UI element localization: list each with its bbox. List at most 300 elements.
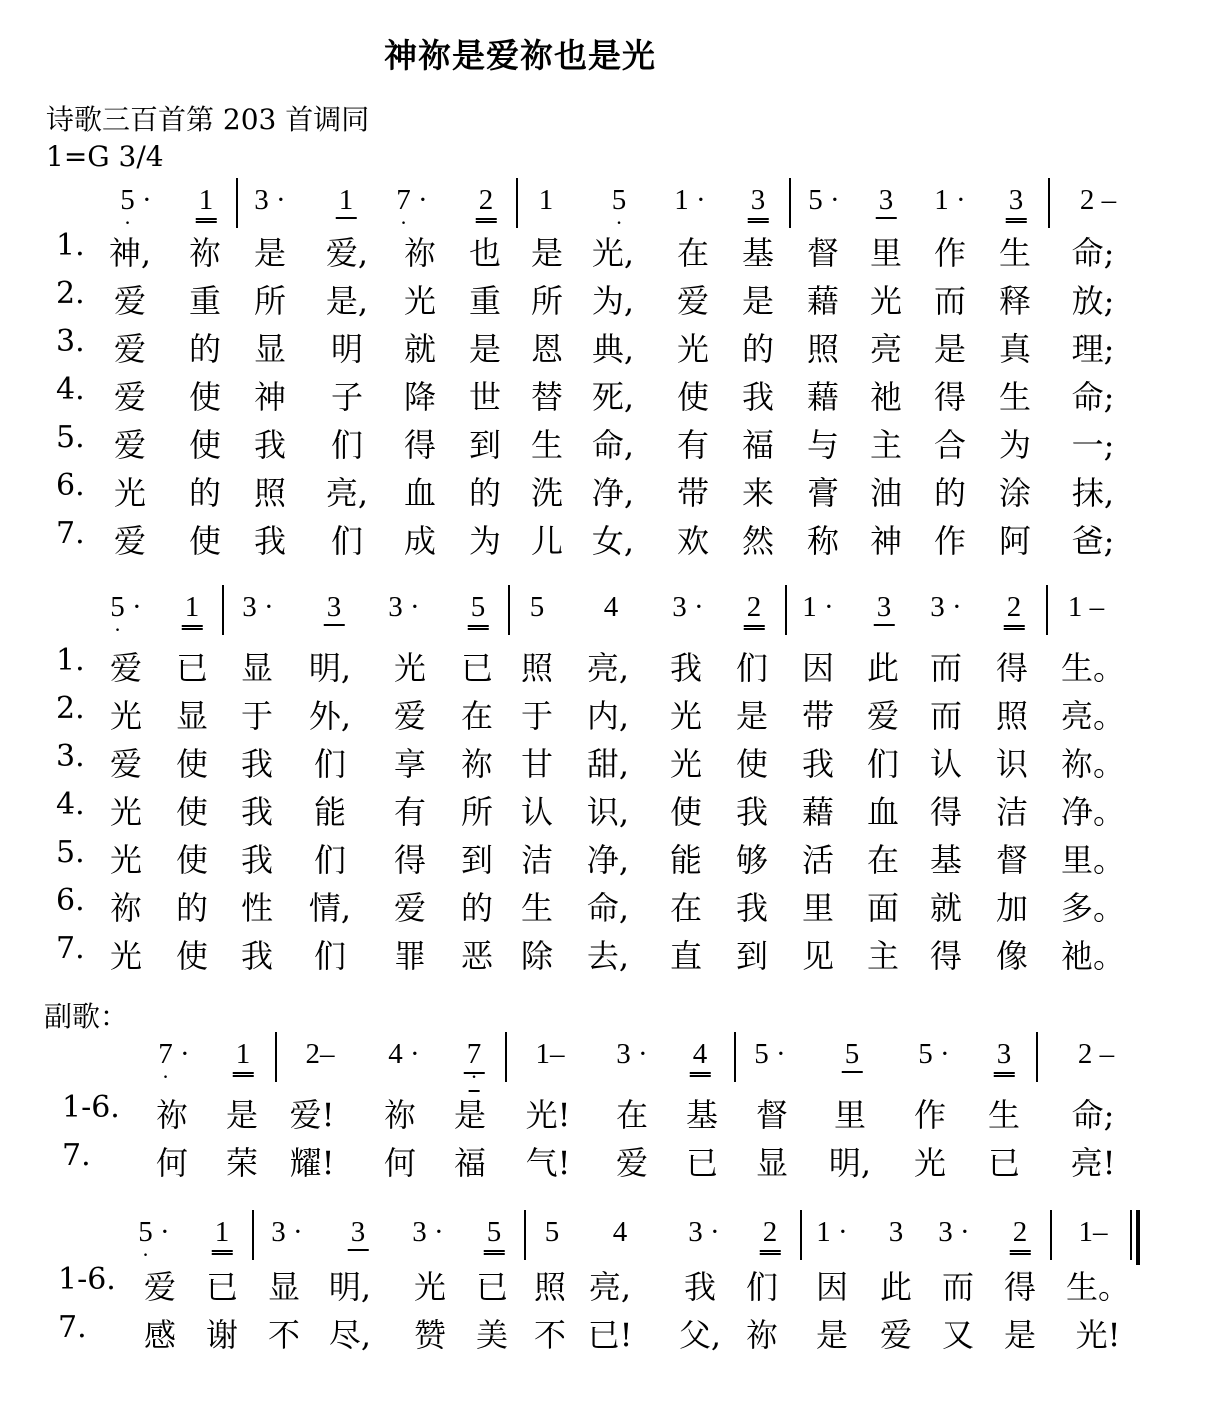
note [674, 184, 705, 217]
note-digit: 4 [612, 1216, 628, 1248]
lyric-syllable: 藉 [806, 282, 840, 320]
lyric-syllable: 光 [109, 937, 143, 975]
lyric-syllable: 净, [591, 474, 635, 512]
lyric-syllable: 女, [591, 522, 635, 560]
lyric-syllable: 此 [866, 649, 900, 687]
lyric-syllable: 光 [403, 282, 437, 320]
lyric-syllable: 合 [933, 426, 967, 464]
note-digit: 2 – [1079, 184, 1117, 216]
verse-number: 1-6. [58, 1262, 116, 1297]
note-digit: 1– [1078, 1216, 1108, 1248]
lyric-syllable: 父, [678, 1316, 722, 1354]
lyric-syllable: 光 [413, 1268, 447, 1306]
verse-number: 2. [56, 691, 85, 726]
lyric-line [0, 643, 1208, 691]
lyric-syllable: 祂。 [1060, 937, 1126, 975]
lyric-syllable: 抹, [1071, 474, 1115, 512]
lyric-line [0, 1310, 1208, 1358]
lyric-syllable: 明, [328, 1268, 372, 1306]
lyric-syllable: 儿 [530, 522, 564, 560]
lyric-syllable: 得 [933, 378, 967, 416]
lyric-syllable: 典, [591, 330, 635, 368]
note-digit: 5 [808, 184, 823, 216]
lyric-syllable: 福 [741, 426, 775, 464]
lyric-syllable: 祢 [745, 1316, 779, 1354]
bar-line [800, 1210, 802, 1260]
note [412, 1216, 443, 1249]
note [484, 1216, 505, 1252]
note-digit: 3 [672, 591, 687, 623]
augmentation-dot: · [688, 184, 706, 216]
note [1068, 591, 1104, 624]
lyric-syllable: 而 [929, 649, 963, 687]
lyric-syllable: 荣 [225, 1144, 259, 1182]
augmentation-dot: · [816, 591, 834, 623]
lyric-syllable: 净, [586, 841, 630, 879]
lyric-syllable: 光 [676, 330, 710, 368]
chorus-section-2 [0, 1210, 1208, 1354]
lyric-syllable: 显 [253, 330, 287, 368]
note-digit: 7 · [396, 184, 411, 216]
lyric-syllable: 洁 [995, 793, 1029, 831]
note-digit: 1 [336, 184, 357, 219]
note [688, 1216, 719, 1249]
lyric-syllable: 作 [913, 1096, 947, 1134]
lyric-syllable: 已 [460, 649, 494, 687]
lyric-syllable: 此 [879, 1268, 913, 1306]
lyric-syllable: 在 [615, 1096, 649, 1134]
lyric-syllable: 爱 [109, 649, 143, 687]
lyric-syllable: 光 [109, 841, 143, 879]
lyric-syllable: 照 [995, 697, 1029, 735]
note [271, 1216, 302, 1249]
lyric-syllable: 命, [586, 889, 630, 927]
lyric-syllable: 亮 [869, 330, 903, 368]
lyric-syllable: 为 [468, 522, 502, 560]
lyric-syllable: 们 [745, 1268, 779, 1306]
note-digit: 3 [324, 591, 345, 626]
lyric-syllable: 是 [253, 234, 287, 272]
lyric-syllable: 我 [683, 1268, 717, 1306]
note-digit: 2 [1010, 1216, 1031, 1252]
lyric-syllable: 生。 [1065, 1268, 1131, 1306]
note-digit: 7 · [158, 1038, 173, 1070]
lyric-line [0, 931, 1208, 979]
verse-number: 5. [56, 835, 85, 870]
note-digit: 5 [529, 591, 545, 623]
lyric-syllable: 释 [998, 282, 1032, 320]
lyric-syllable: 亮! [1070, 1144, 1116, 1182]
lyric-syllable: 神 [869, 522, 903, 560]
final-bar-thin [1130, 1210, 1132, 1260]
lyric-syllable: 我 [240, 745, 274, 783]
lyric-syllable: 成 [403, 522, 437, 560]
lyric-syllable: 又 [941, 1316, 975, 1354]
note-digit: 5 [484, 1216, 505, 1252]
lyric-syllable: 使 [175, 937, 209, 975]
lyric-syllable: 祂 [869, 378, 903, 416]
lyric-syllable: 爱 [879, 1316, 913, 1354]
lyric-syllable: 照 [533, 1268, 567, 1306]
note [604, 591, 619, 624]
lyric-syllable: 我 [240, 793, 274, 831]
note-digit: 3 [876, 184, 897, 219]
note-digit: 1 [182, 591, 203, 627]
lyric-syllable: 为 [998, 426, 1032, 464]
lyric-syllable: 爱 [109, 745, 143, 783]
note [1006, 184, 1027, 220]
verse-number: 1. [56, 643, 85, 678]
note [938, 1216, 969, 1249]
lyric-syllable: 爸; [1071, 522, 1115, 560]
note-digit: 1 [816, 1216, 831, 1248]
note-digit: 1 [674, 184, 689, 216]
lyric-syllable: 里。 [1060, 841, 1126, 879]
lyric-syllable: 不 [533, 1316, 567, 1354]
lyric-syllable: 基 [741, 234, 775, 272]
lyric-syllable: 是 [815, 1316, 849, 1354]
lyric-syllable: 祢 [460, 745, 494, 783]
note [464, 1038, 485, 1074]
lyric-syllable: 我 [735, 889, 769, 927]
lyric-syllable: 神 [253, 378, 287, 416]
augmentation-dot: · [134, 184, 152, 216]
lyric-syllable: 们 [735, 649, 769, 687]
final-bar-thick [1136, 1210, 1140, 1265]
lyric-syllable: 到 [735, 937, 769, 975]
lyric-syllable: 于 [520, 697, 554, 735]
lyric-syllable: 去, [586, 937, 630, 975]
augmentation-dot: · [256, 591, 274, 623]
lyric-syllable: 使 [188, 522, 222, 560]
lyric-syllable: 爱 [615, 1144, 649, 1182]
lyric-syllable: 已 [205, 1268, 239, 1306]
lyric-syllable: 们 [313, 841, 347, 879]
lyric-syllable: 基 [685, 1096, 719, 1134]
lyric-syllable: 主 [866, 937, 900, 975]
lyric-line [0, 883, 1208, 931]
lyric-syllable: 在 [460, 697, 494, 735]
lyric-syllable: 得 [929, 937, 963, 975]
lyric-syllable: 明, [828, 1144, 872, 1182]
lyric-syllable: 光 [109, 697, 143, 735]
lyric-syllable: 督 [995, 841, 1029, 879]
lyric-line [0, 787, 1208, 835]
lyric-syllable: 所 [530, 282, 564, 320]
lyric-syllable: 识, [586, 793, 630, 831]
note-digit: 5 [918, 1038, 933, 1070]
verse-number: 7. [58, 1310, 87, 1345]
lyric-syllable: 有 [676, 426, 710, 464]
verse-number: 4. [56, 372, 85, 407]
lyric-syllable: 亮, [325, 474, 369, 512]
bar-line [508, 585, 510, 635]
lyric-syllable: 亮, [588, 1268, 632, 1306]
lyric-syllable: 神, [108, 234, 152, 272]
lyric-syllable: 何 [383, 1144, 417, 1182]
lyric-syllable: 生 [987, 1096, 1021, 1134]
lyric-syllable: 明, [308, 649, 352, 687]
lyric-syllable: 祢 [188, 234, 222, 272]
lyric-syllable: 尽, [328, 1316, 372, 1354]
note-digit: 5 [468, 591, 489, 627]
lyric-syllable: 情, [308, 889, 352, 927]
note-digit: 3 [254, 184, 269, 216]
bar-line [252, 1210, 254, 1260]
lyric-syllable: 降 [403, 378, 437, 416]
lyric-syllable: 亮。 [1060, 697, 1126, 735]
lyric-line [0, 835, 1208, 883]
lyric-syllable: 面 [866, 889, 900, 927]
lyric-syllable: 识 [995, 745, 1029, 783]
note [212, 1216, 233, 1252]
lyric-line [0, 691, 1208, 739]
note [388, 591, 419, 624]
note-digit: 3 [688, 1216, 703, 1248]
lyric-syllable: 因 [815, 1268, 849, 1306]
note [808, 184, 839, 217]
note-digit: 3 [874, 591, 895, 626]
lyric-syllable: 显 [175, 697, 209, 735]
notation-row [0, 585, 1208, 635]
lyric-syllable: 光, [591, 234, 635, 272]
lyric-syllable: 不 [267, 1316, 301, 1354]
note [530, 591, 545, 624]
lyric-syllable: 阿 [998, 522, 1032, 560]
lyric-syllable: 所 [253, 282, 287, 320]
lyric-syllable: 照 [806, 330, 840, 368]
note-digit: 5 · [138, 1216, 153, 1248]
lyric-syllable: 光 [393, 649, 427, 687]
bar-line [516, 178, 518, 228]
lyric-line [0, 276, 1208, 324]
lyric-syllable: 里 [833, 1096, 867, 1134]
note [930, 591, 961, 624]
lyric-syllable: 是 [530, 234, 564, 272]
lyric-syllable: 祢 [403, 234, 437, 272]
note-digit: 1– [535, 1038, 565, 1070]
lyric-syllable: 我 [735, 793, 769, 831]
augmentation-dot: · [830, 1216, 848, 1248]
bar-line [734, 1032, 736, 1082]
lyric-syllable: 已! [587, 1316, 633, 1354]
note [468, 591, 489, 627]
note-digit: 4 [690, 1038, 711, 1074]
lyric-syllable: 爱 [113, 330, 147, 368]
lyric-syllable: 认 [929, 745, 963, 783]
lyric-syllable: 认 [520, 793, 554, 831]
verse-number: 1. [56, 228, 85, 263]
lyric-line [0, 516, 1208, 564]
verse-number: 6. [56, 883, 85, 918]
lyric-syllable: 爱 [113, 282, 147, 320]
note [120, 184, 151, 217]
lyric-syllable: 是 [735, 697, 769, 735]
note-digit: 3 [888, 1216, 904, 1248]
lyric-syllable: 替 [530, 378, 564, 416]
lyric-syllable: 里 [801, 889, 835, 927]
note [672, 591, 703, 624]
lyric-line [0, 468, 1208, 516]
lyric-syllable: 显 [755, 1144, 789, 1182]
note-digit: 3 [242, 591, 257, 623]
lyric-syllable: 爱 [393, 697, 427, 735]
note [613, 1216, 628, 1249]
lyric-syllable: 们 [313, 937, 347, 975]
lyric-syllable: 洁 [520, 841, 554, 879]
lyric-syllable: 亮, [586, 649, 630, 687]
lyric-syllable: 里 [869, 234, 903, 272]
lyric-line [0, 420, 1208, 468]
note-digit: 5 [544, 1216, 560, 1248]
lyric-syllable: 照 [253, 474, 287, 512]
lyric-syllable: 有 [393, 793, 427, 831]
note-digit: 1 [934, 184, 949, 216]
note-digit: 5 · [612, 184, 627, 216]
lyric-syllable: 爱 [143, 1268, 177, 1306]
lyric-syllable: 耀! [289, 1144, 335, 1182]
lyric-syllable: 督 [755, 1096, 789, 1134]
lyric-syllable: 真 [998, 330, 1032, 368]
notation-row [0, 1210, 1208, 1260]
lyric-syllable: 理; [1071, 330, 1115, 368]
augmentation-dot: · [402, 1038, 420, 1070]
verse-number: 6. [56, 468, 85, 503]
augmentation-dot: · [426, 1216, 444, 1248]
lyric-syllable: 命; [1071, 378, 1115, 416]
lyric-syllable: 作 [933, 234, 967, 272]
note [816, 1216, 847, 1249]
lyric-syllable: 享 [393, 745, 427, 783]
note [254, 184, 285, 217]
lyric-syllable: 爱! [289, 1096, 335, 1134]
note-digit: 2 [476, 184, 497, 220]
augmentation-dot: · [948, 184, 966, 216]
note-digit: 5 [842, 1038, 863, 1073]
verse-number: 7. [62, 1138, 91, 1173]
lyric-syllable: 是 [933, 330, 967, 368]
note [348, 1216, 369, 1249]
lyric-syllable: 到 [468, 426, 502, 464]
lyric-syllable: 使 [188, 426, 222, 464]
lyric-syllable: 就 [929, 889, 963, 927]
note-digit: 3 [616, 1038, 631, 1070]
lyric-syllable: 是 [468, 330, 502, 368]
augmentation-dot: · [932, 1038, 950, 1070]
bar-line [789, 178, 791, 228]
lyric-syllable: 光! [525, 1096, 571, 1134]
lyric-syllable: 祢。 [1060, 745, 1126, 783]
lyric-syllable: 得 [995, 649, 1029, 687]
lyric-syllable: 一; [1071, 426, 1115, 464]
lyric-syllable: 已 [685, 1144, 719, 1182]
note-digit: 7 · [464, 1038, 485, 1074]
note [536, 1038, 565, 1071]
verse-number: 7. [56, 516, 85, 551]
note [476, 184, 497, 220]
notation-row [0, 178, 1208, 228]
lyric-syllable: 加 [995, 889, 1029, 927]
note-digit: 3 [271, 1216, 286, 1248]
lyric-syllable: 恩 [530, 330, 564, 368]
tune-reference: 诗歌三百首第 203 首调同 [46, 103, 370, 136]
lyric-line [0, 739, 1208, 787]
note [388, 1038, 419, 1071]
lyric-syllable: 爱 [676, 282, 710, 320]
lyric-syllable: 性 [240, 889, 274, 927]
bar-line [1036, 1032, 1038, 1082]
note [1004, 591, 1025, 627]
lyric-syllable: 能 [313, 793, 347, 831]
lyric-syllable: 涂 [998, 474, 1032, 512]
note [306, 1038, 335, 1071]
lyric-syllable: 重 [188, 282, 222, 320]
lyric-syllable: 甘 [520, 745, 554, 783]
note-digit: 5 · [120, 184, 135, 216]
lyric-syllable: 作 [933, 522, 967, 560]
bar-line [222, 585, 224, 635]
note-digit: 3 [1006, 184, 1027, 220]
lyric-syllable: 带 [801, 697, 835, 735]
lyric-syllable: 我 [240, 841, 274, 879]
note [324, 591, 345, 624]
lyric-syllable: 多。 [1060, 889, 1126, 927]
lyric-syllable: 已 [475, 1268, 509, 1306]
lyric-syllable: 福 [453, 1144, 487, 1182]
lyric-syllable: 光 [669, 697, 703, 735]
note [138, 1216, 169, 1249]
lyric-syllable: 膏 [806, 474, 840, 512]
note [233, 1038, 254, 1074]
note-digit: 5 · [110, 591, 125, 623]
lyric-syllable: 显 [267, 1268, 301, 1306]
lyric-syllable: 除 [520, 937, 554, 975]
note [842, 1038, 863, 1071]
note-digit: 2 – [1077, 1038, 1115, 1070]
lyric-syllable: 净。 [1060, 793, 1126, 831]
note-digit: 1 [212, 1216, 233, 1252]
lyric-syllable: 光! [1075, 1316, 1121, 1354]
note [889, 1216, 904, 1249]
lyric-syllable: 甜, [586, 745, 630, 783]
lyric-syllable: 光 [913, 1144, 947, 1182]
lyric-syllable: 光 [113, 474, 147, 512]
lyric-syllable: 像 [995, 937, 1029, 975]
note-digit: 1 – [1067, 591, 1105, 623]
lyric-syllable: 洗 [530, 474, 564, 512]
note [760, 1216, 781, 1252]
augmentation-dot: · [630, 1038, 648, 1070]
lyric-syllable: 在 [676, 234, 710, 272]
lyric-syllable: 能 [669, 841, 703, 879]
lyric-syllable: 直 [669, 937, 703, 975]
lyric-syllable: 的 [741, 330, 775, 368]
lyric-syllable: 们 [330, 522, 364, 560]
lyric-syllable: 明 [330, 330, 364, 368]
note [110, 591, 141, 624]
verse-number: 7. [56, 931, 85, 966]
lyric-syllable: 放; [1071, 282, 1115, 320]
augmentation-dot: · [822, 184, 840, 216]
lyric-line [0, 324, 1208, 372]
lyric-syllable: 而 [941, 1268, 975, 1306]
augmentation-dot: · [268, 184, 286, 216]
augmentation-dot: · [944, 591, 962, 623]
lyric-syllable: 内, [586, 697, 630, 735]
chorus-label: 副歌： [44, 1000, 129, 1033]
lyric-syllable: 来 [741, 474, 775, 512]
note-digit: 1 [538, 184, 554, 216]
